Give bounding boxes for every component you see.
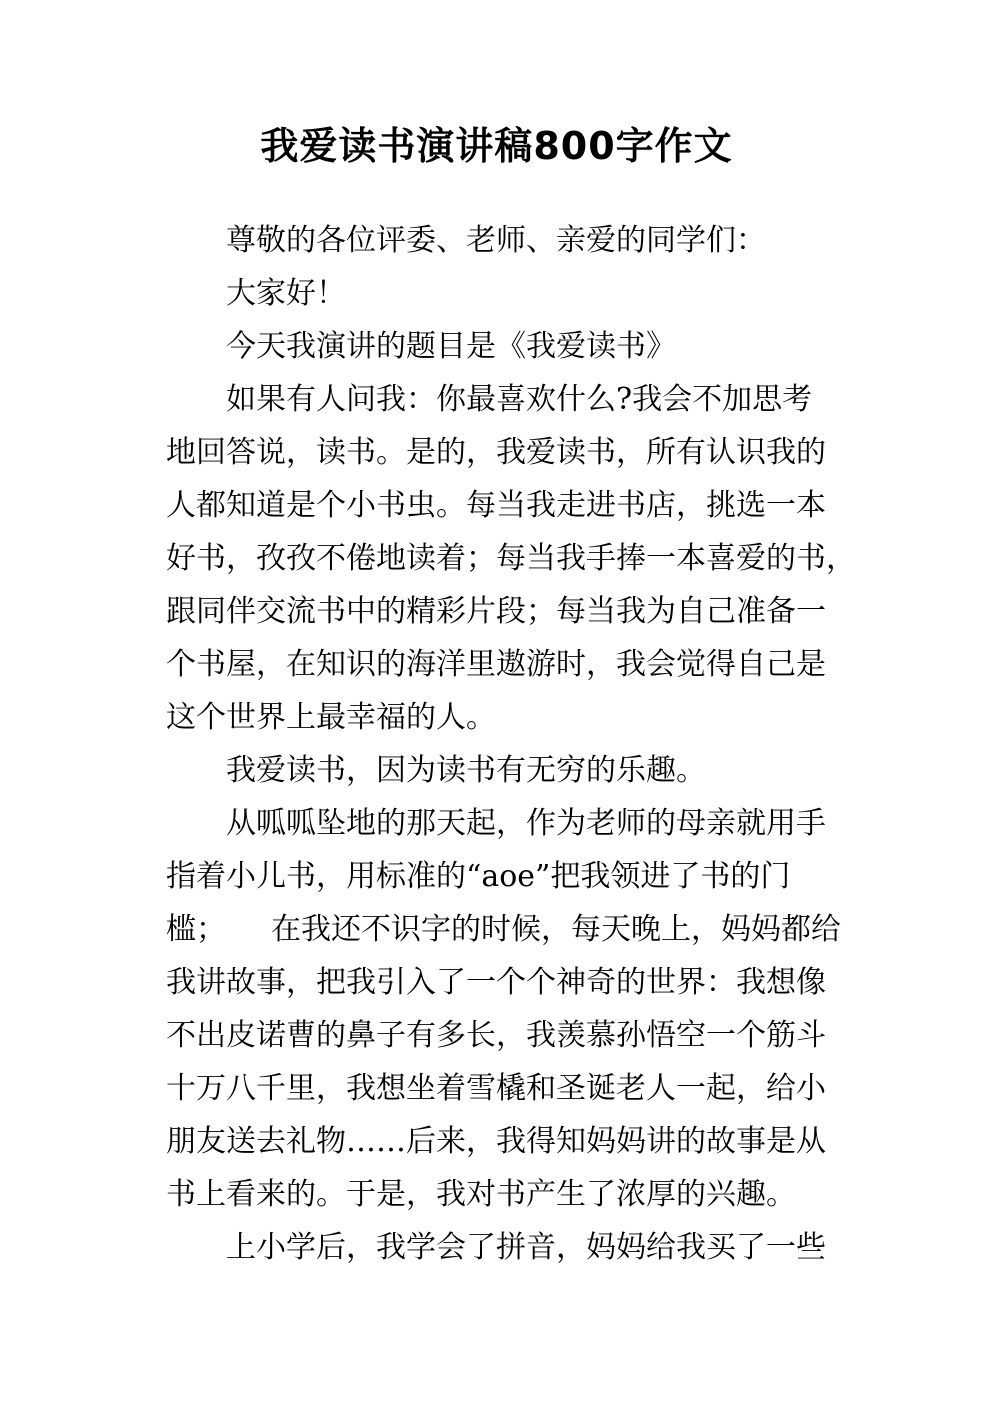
text-line: 指着小儿书，用标准的“aoe”把我领进了书的门: [166, 859, 791, 894]
text-line: 尊敬的各位评委、老师、亲爱的同学们：: [226, 223, 766, 258]
paragraph-childhood: [166, 797, 846, 1221]
document-body: [166, 214, 856, 1274]
paragraph-salutation: [166, 214, 846, 267]
text-line: 个书屋，在知识的海洋里遨游时，我会觉得自己是: [166, 647, 826, 682]
text-line: 今天我演讲的题目是《我爱读书》: [226, 329, 676, 364]
text-line: 我爱读书，因为读书有无穷的乐趣。: [226, 753, 706, 788]
paragraph-love-reading: [166, 373, 856, 744]
text-line: 从呱呱坠地的那天起，作为老师的母亲就用手: [226, 806, 826, 841]
text-line: 好书，孜孜不倦地读着；每当我手捧一本喜爱的书，: [166, 541, 856, 576]
paragraph-primary-school: [166, 1221, 846, 1274]
text-line: 大家好！: [226, 276, 346, 311]
text-line: 槛； 在我还不识字的时候，每天晚上，妈妈都给: [166, 912, 841, 947]
text-line: 我讲故事，把我引入了一个个神奇的世界：我想像: [166, 965, 826, 1000]
paragraph-greeting: [166, 267, 846, 320]
paragraph-topic: [166, 320, 846, 373]
text-line: 地回答说，读书。是的，我爱读书，所有认识我的: [166, 435, 826, 470]
text-line: 朋友送去礼物……后来，我得知妈妈讲的故事是从: [166, 1124, 826, 1159]
text-line: 不出皮诺曹的鼻子有多长，我羡慕孙悟空一个筋斗: [166, 1018, 826, 1053]
text-line: 人都知道是个小书虫。每当我走进书店，挑选一本: [166, 488, 826, 523]
text-line: 十万八千里，我想坐着雪橇和圣诞老人一起，给小: [166, 1071, 826, 1106]
text-line: 这个世界上最幸福的人。: [166, 700, 496, 735]
text-line: 上小学后，我学会了拼音，妈妈给我买了一些: [226, 1230, 826, 1265]
document-title: 我爱读书演讲稿800字作文: [260, 124, 733, 168]
text-line: 如果有人问我：你最喜欢什么?我会不加思考: [226, 382, 813, 417]
text-line: 跟同伴交流书中的精彩片段；每当我为自己准备一: [166, 594, 826, 629]
text-line: 书上看来的。于是，我对书产生了浓厚的兴趣。: [166, 1177, 796, 1212]
paragraph-joy: [166, 744, 846, 797]
